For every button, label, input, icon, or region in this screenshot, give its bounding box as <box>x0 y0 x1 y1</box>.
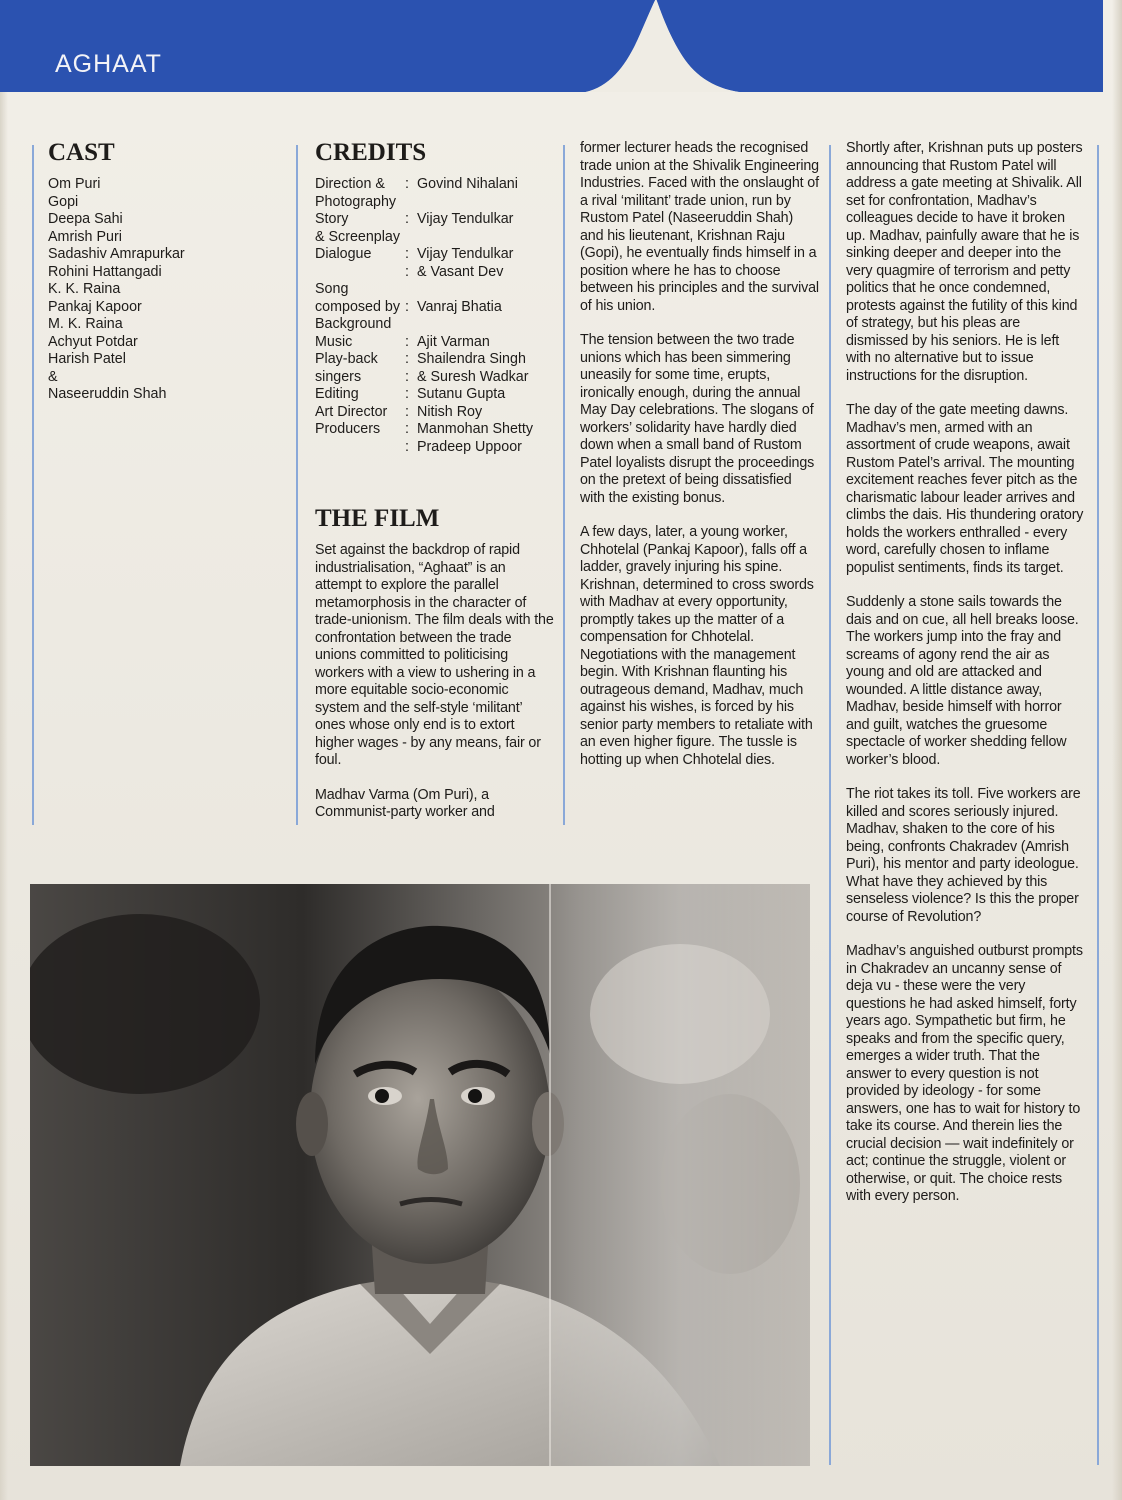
credit-separator <box>405 281 417 299</box>
credits-row <box>315 299 533 317</box>
film-paragraph: Suddenly a stone sails towards the dais and on cue, all hell breaks loose. The workers jump into the fray and screams of agony rend the air as young and old are attacked and wounded. A little distance away, Madhav, beside himself with horror and guilt, watches the gruesome spectacle of worker shedding fellow worker’s blood. <box>846 594 1079 768</box>
film-paragraph: former lecturer heads the recognised trade union at the Shivalik Engineering Industries. Faced with the onslaught of a rival ‘militant’ trade union, run by Rustom Patel (Naseeruddin Shah) and his lieutenant, Krishnan Raju (Gopi), he eventually finds himself in a position where he has to choose between his principles and the survival of his union. <box>580 140 819 314</box>
column-divider <box>1097 145 1099 1465</box>
credit-role: Dialogue <box>315 246 372 262</box>
film-heading: THE FILM <box>315 505 440 532</box>
credit-name <box>417 281 533 299</box>
credit-role <box>315 264 405 282</box>
film-column-3 <box>580 140 820 786</box>
credit-name: & Suresh Wadkar <box>417 368 529 385</box>
header-banner <box>0 0 1122 92</box>
credit-name: Ajit Varman <box>417 333 490 350</box>
credit-separator: : <box>405 438 409 455</box>
credit-separator <box>405 194 417 212</box>
film-still-photo <box>30 884 810 1466</box>
credit-separator: : <box>405 333 409 350</box>
column-divider <box>563 145 565 825</box>
column-divider <box>296 145 298 825</box>
credit-name: Govind Nihalani <box>417 176 518 192</box>
credit-separator: : <box>405 298 409 315</box>
credit-role: Play-back <box>315 351 378 367</box>
credit-separator <box>405 229 417 247</box>
cast-member: M. K. Raina <box>48 316 123 332</box>
credits-heading: CREDITS <box>315 139 427 166</box>
credits-row <box>315 246 533 264</box>
credits-row <box>315 281 533 299</box>
credit-name <box>417 316 533 334</box>
credit-name: Vijay Tendulkar <box>417 246 514 262</box>
cast-member: Deepa Sahi <box>48 211 123 227</box>
cast-section <box>48 140 288 404</box>
credit-role: Photography <box>315 193 397 210</box>
credit-separator: : <box>405 246 409 262</box>
credit-role: Direction & <box>315 176 385 192</box>
column-divider <box>32 145 34 825</box>
credits-row <box>315 334 533 352</box>
credit-role: Song <box>315 281 349 297</box>
film-paragraph: The riot takes its toll. Five workers are killed and scores seriously injured. Madhav, shaken to the core of his being, confronts Chakradev (Amrish Puri), his mentor and party ideologue. What have they achieved by this senseless violence? Is this the proper course of Revolution? <box>846 786 1081 925</box>
page-edge-shadow <box>0 0 8 1500</box>
credit-role: composed by <box>315 298 401 315</box>
credit-separator <box>405 316 417 334</box>
credit-role: singers <box>315 368 362 385</box>
credits-row <box>315 264 533 282</box>
credits-row <box>315 404 533 422</box>
credits-row <box>315 351 533 369</box>
credit-separator: : <box>405 386 409 402</box>
credit-separator: : <box>405 403 409 420</box>
cast-member: Gopi <box>48 193 79 210</box>
cast-member: Achyut Potdar <box>48 333 138 350</box>
film-paragraph: Madhav Varma (Om Puri), a Communist-party worker and <box>315 786 495 820</box>
credit-name: Manmohan Shetty <box>417 421 534 437</box>
credit-role: Editing <box>315 386 359 402</box>
credits-table <box>315 176 533 456</box>
credit-role: Producers <box>315 421 381 437</box>
cast-member: Rohini Hattangadi <box>48 263 162 280</box>
credit-separator: : <box>405 211 409 227</box>
film-paragraph: Shortly after, Krishnan puts up posters announcing that Rustom Patel will address a gate meeting at Shivalik. All set for confrontation, Madhav’s colleagues decide to have it broken up. Madhav, painfully aware that he is sinking deeper and deeper into the very quagmire of terrorism and petty politics that he once condemned, protests against the futility of this kind of strategy, but his pleas are dismissed by his seniors. He is left with no alternative but to issue instructions for the disruption. <box>846 140 1083 384</box>
cast-member: Pankaj Kapoor <box>48 298 142 315</box>
credit-role: Story <box>315 211 349 227</box>
cast-member: & <box>48 368 58 385</box>
credit-separator: : <box>405 421 409 437</box>
cast-member: K. K. Raina <box>48 281 121 297</box>
credits-row <box>315 194 533 212</box>
credits-row <box>315 386 533 404</box>
cast-member: Harish Patel <box>48 351 126 367</box>
film-paragraph: Madhav’s anguished outburst prompts in Chakradev an uncanny sense of deja vu - these were the very questions he had asked himself, forty years ago. Sympathetic but firm, he speaks and from the specific query, emerges a wider truth. That the answer to every question is not provided by ideology - for some answers, one has to wait for history to take its course. And therein lies the crucial decision — wait indefinitely or act; continue the struggle, violent or otherwise, or quit. The choice rests with every person. <box>846 943 1083 1204</box>
credit-separator: : <box>405 351 409 367</box>
credits-row <box>315 369 533 387</box>
film-section <box>315 506 555 839</box>
credit-name: Vanraj Bhatia <box>417 298 502 315</box>
cast-member: Sadashiv Amrapurkar <box>48 246 185 262</box>
credits-row <box>315 211 533 229</box>
credit-role: Music <box>315 333 353 350</box>
credit-role: Background <box>315 316 392 332</box>
credits-row <box>315 316 533 334</box>
cast-member: Om Puri <box>48 176 101 192</box>
credit-separator: : <box>405 263 409 280</box>
credits-row <box>315 229 533 247</box>
actor-portrait-image <box>30 884 810 1466</box>
credits-section <box>315 140 555 456</box>
film-paragraph: The tension between the two trade unions which has been simmering uneasily for some time, erupts, ironically enough, during the annual May Day celebrations. The slogans of workers’ solidarity have hardly died down when a small band of Rustom Patel loyalists disrupt the proceedings on the pretext of being dissatisfied with the existing bonus. <box>580 332 815 506</box>
credit-separator: : <box>405 368 409 385</box>
credit-role: Art Director <box>315 403 388 420</box>
film-column-2 <box>315 542 555 822</box>
credit-role <box>315 439 405 457</box>
credit-separator: : <box>405 176 409 192</box>
film-paragraph: A few days, later, a young worker, Chhotelal (Pankaj Kapoor), falls off a ladder, gravely injuring his spine. Krishnan, determined to cross swords with Madhav at every opportunity, promptly takes up the matter of a compensation for Chhotelal. Negotiations with the management begin. With Krishnan flaunting his outrageous demand, Madhav, much against his wishes, is forced by his senior party members to retaliate with an even higher figure. The tussle is hotting up when Chhotelal dies. <box>580 524 814 768</box>
credit-name: Nitish Roy <box>417 403 483 420</box>
cast-list <box>48 176 288 404</box>
credits-row <box>315 421 533 439</box>
credit-name: Shailendra Singh <box>417 351 526 367</box>
column-divider <box>829 145 831 1465</box>
page-edge-shadow <box>1112 0 1122 1500</box>
cast-member: Amrish Puri <box>48 228 122 245</box>
page-title: AGHAAT <box>55 50 162 78</box>
cast-heading: CAST <box>48 139 115 166</box>
credit-name: Sutanu Gupta <box>417 386 506 402</box>
film-column-4 <box>846 140 1086 1223</box>
cast-member: Naseeruddin Shah <box>48 386 167 402</box>
credit-name <box>417 229 533 247</box>
header-band-shape <box>0 0 1122 92</box>
credit-name: Vijay Tendulkar <box>417 211 514 227</box>
credit-role: & Screenplay <box>315 228 401 245</box>
credit-name <box>417 194 533 212</box>
credits-row <box>315 176 533 194</box>
film-paragraph: Set against the backdrop of rapid industrialisation, “Aghaat” is an attempt to explore the parallel metamorphosis in the character of trade-unionism. The film deals with the confrontation between the trade unions committed to politicising workers with a view to ushering in a more equitable socio-economic system and the self-style ‘militant’ ones whose only end is to extort higher wages - by any means, fair or foul. <box>315 542 554 768</box>
film-paragraph: The day of the gate meeting dawns. Madhav’s men, armed with an assortment of crude weapons, await Rustom Patel’s arrival. The mounting excitement reaches fever pitch as the charismatic labour leader arrives and climbs the dais. His thundering oratory holds the workers enthralled - every word, carefully chosen to inflame populist sentiments, finds its target. <box>846 402 1084 576</box>
credits-row <box>315 439 533 457</box>
credit-name: & Vasant Dev <box>417 263 504 280</box>
credit-name: Pradeep Uppoor <box>417 438 522 455</box>
